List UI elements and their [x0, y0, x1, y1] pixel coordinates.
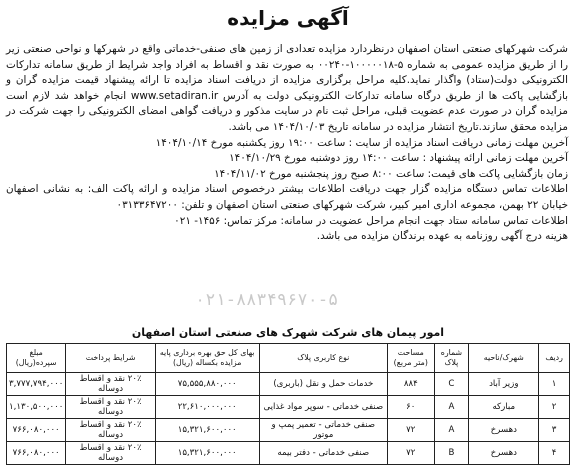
cell-usage-type: صنفی خدماتی - تعمیر پمپ و موتور — [259, 419, 387, 442]
cell-payment-terms: ۲۰٪ نقد و اقساط دوساله — [66, 373, 155, 396]
cell-row-number: ۱ — [539, 373, 570, 396]
cell-usage-type: خدمات حمل و نقل (باربری) — [259, 373, 387, 396]
auction-table — [6, 343, 570, 465]
cell-payment-terms: ۲۰٪ نقد و اقساط دوساله — [66, 396, 155, 419]
cell-base-price: ۱۵,۳۲۱,۶۰۰,۰۰۰ — [155, 419, 259, 442]
cell-payment-terms: ۲۰٪ نقد و اقساط دوساله — [66, 442, 155, 465]
notice-title: آگهی مزایده — [227, 6, 349, 30]
cell-area: ۶۰ — [388, 396, 435, 419]
table-header-row — [7, 344, 570, 373]
cell-row-number: ۲ — [539, 396, 570, 419]
cell-plot-number: B — [434, 442, 469, 465]
notice-deadline-documents: آخرین مهلت زمانی دریافت اسناد مزایده از سایت : ساعت ۱۹:۰۰ روز یکشنبه مورخ ۱۴۰۴/۱۰/۱۴ — [155, 136, 568, 149]
header-usage-type: نوع کاربری پلاک — [259, 344, 387, 373]
notice-body — [6, 42, 568, 245]
notice-contact-info: اطلاعات تماس دستگاه مزایده گزار جهت دریافت اطلاعات بیشتر درخصوص اسناد مزایده و ارائه پاکت الف: به نشانی اصفهان خیابان ۲۲ بهمن، مجموعه اداری امیر کبیر، شرکت شهرکهای صنعتی استان اصفهان و تلفن: ۰۳۱۳۳۶۴۷۲۰۰ — [6, 183, 568, 211]
header-plot-number: شماره پلاک — [434, 344, 469, 373]
cell-town: دهسرخ — [469, 419, 539, 442]
notice-deadline-bids: آخرین مهلت زمانی ارائه پیشنهاد : ساعت ۱۴:۰۰ روز دوشنبه مورخ ۱۴۰۴/۱۰/۲۹ — [229, 152, 568, 165]
cell-base-price: ۱۵,۳۲۱,۶۰۰,۰۰۰ — [155, 442, 259, 465]
cell-base-price: ۷۵,۵۵۵,۸۸۰,۰۰۰ — [155, 373, 259, 396]
notice-paragraph-intro: شرکت شهرکهای صنعتی استان اصفهان درنظردارد مزایده تعدادی از زمین های صنفی-خدماتی واقع در شهرکها و نواحی صنعتی زیر را از طریق مزایده عمومی به شماره ۵-۱۰۰۰۰۰۱۸-۰۰۲۴۰ به صورت نقد و اقساط به افراد واجد شرایط از طریق سامانه تدارکات الکترونیکی دولت(ستاد) واگذار نماید.کلیه مراحل برگزاری مزایده از دریافت اسناد مزایده تا ارائه پیشنهاد قیمت مزایده گران و بازگشایی پاکت ها از طریق درگاه سامانه تدارکات الکترونیکی دولت به آدرس www.setadiran.ir انجام خواهد شد لازم است مزایده گران در صورت عدم عضویت قبلی، مراحل ثبت نام در سایت مذکور و دریافت گواهی امضای الکترونیکی را جهت شرکت در مزایده محقق سازند.تاریخ انتشار مزایده در سامانه تاریخ ۱۴۰۴/۱۰/۰۳ می باشد. — [6, 43, 569, 133]
cell-town: مبارکه — [469, 396, 539, 419]
cell-area: ۷۲ — [388, 442, 435, 465]
cell-plot-number: A — [434, 396, 469, 419]
cell-town: وزیر آباد — [469, 373, 539, 396]
cell-plot-number: A — [434, 419, 469, 442]
notice-ad-cost: هزینه درج آگهی روزنامه به عهده برندگان مزایده می باشد. — [316, 230, 568, 243]
cell-row-number: ۳ — [539, 419, 570, 442]
header-deposit: مبلغ سپرده(ریال) — [7, 344, 66, 373]
table-title: امور پیمان های شرکت شهرک های صنعتی استان اصفهان — [131, 326, 445, 339]
cell-usage-type: صنفی خدماتی - سوپر مواد غذایی — [259, 396, 387, 419]
cell-payment-terms: ۲۰٪ نقد و اقساط دوساله — [66, 419, 155, 442]
cell-town: دهسرخ — [469, 442, 539, 465]
cell-deposit: ۳,۷۷۷,۷۹۴,۰۰۰ — [7, 373, 66, 396]
cell-area: ۸۸۴ — [388, 373, 435, 396]
table-row — [7, 396, 570, 419]
cell-deposit: ۷۶۶,۰۸۰,۰۰۰ — [7, 442, 66, 465]
cell-usage-type: صنفی خدماتی - دفتر بیمه — [259, 442, 387, 465]
table-row — [7, 442, 570, 465]
table-row — [7, 419, 570, 442]
notice-setad-contact: اطلاعات تماس سامانه ستاد جهت انجام مراحل عضویت در سامانه: مرکز تماس: ۱۴۵۶- ۰۲۱ — [174, 214, 568, 227]
table-row — [7, 373, 570, 396]
notice-opening-time: زمان بازگشایی پاکت های قیمت: ساعت ۸:۰۰ صبح روز پنجشنبه مورخ ۱۴۰۴/۱۱/۰۲ — [214, 167, 568, 180]
header-base-price: بهای کل حق بهره برداری پایه مزایده بکساله (ریال) — [155, 344, 259, 373]
cell-deposit: ۷۶۶,۰۸۰,۰۰۰ — [7, 419, 66, 442]
cell-deposit: ۱,۱۳۰,۵۰۰,۰۰۰ — [7, 396, 66, 419]
cell-base-price: ۲۲,۶۱۰,۰۰۰,۰۰۰ — [155, 396, 259, 419]
header-payment-terms: شرایط پرداخت — [66, 344, 155, 373]
header-area: مساحت (متر مربع) — [388, 344, 435, 373]
cell-row-number: ۴ — [539, 442, 570, 465]
cell-plot-number: C — [434, 373, 469, 396]
header-row-number: ردیف — [539, 344, 570, 373]
header-town: شهرک/ناحیه — [469, 344, 539, 373]
cell-area: ۷۲ — [388, 419, 435, 442]
watermark-phone: ۰۲۱-۸۸۳۴۹۶۷۰-۵ — [195, 290, 339, 310]
